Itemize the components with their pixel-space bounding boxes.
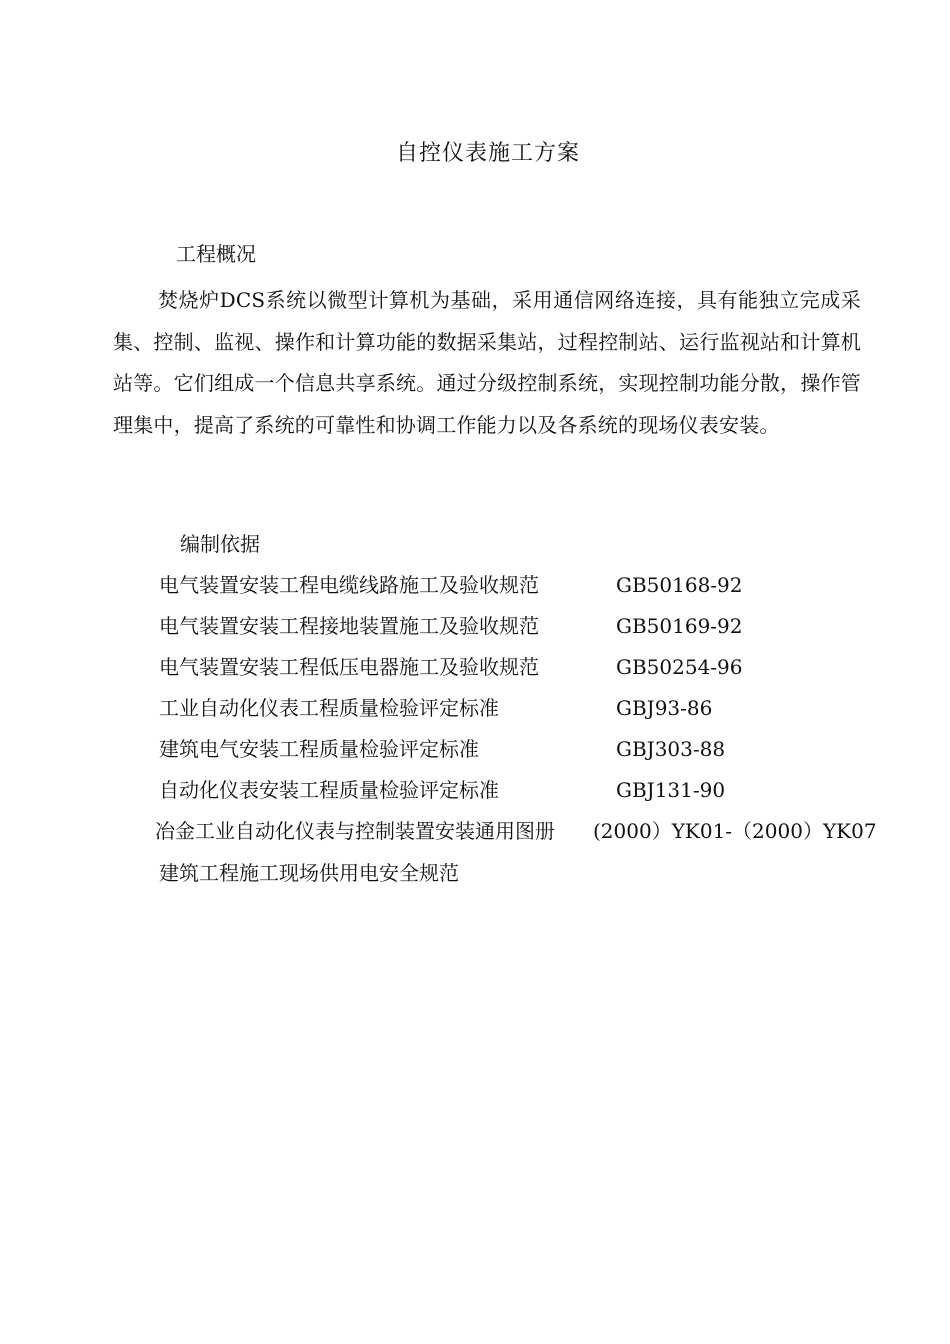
reference-name: 工业自动化仪表工程质量检验评定标准 [159, 696, 499, 720]
reference-code: GB50254-96 [616, 655, 743, 679]
reference-name: 建筑电气安装工程质量检验评定标准 [159, 737, 479, 761]
reference-code: (2000）YK01-（2000）YK07 [593, 819, 877, 843]
reference-item [0, 734, 950, 775]
overview-paragraph: 焚烧炉DCS系统以微型计算机为基础，采用通信网络连接，具有能独立完成采集、控制、监视、操作和计算功能的数据采集站，过程控制站、运行监视站和计算机站等。它们组成一个信息共享系统。通过分级控制系统，实现控制功能分散，操作管理集中，提高了系统的可靠性和协调工作能力以及各系统的现场仪表安装。 [113, 288, 861, 437]
reference-item [0, 858, 950, 899]
overview-heading: 工程概况 [176, 242, 256, 266]
reference-name: 电气装置安装工程接地装置施工及验收规范 [159, 614, 539, 638]
reference-item [0, 652, 950, 693]
reference-code: GBJ303-88 [616, 737, 726, 761]
reference-item [0, 611, 950, 652]
reference-name: 自动化仪表安装工程质量检验评定标准 [159, 778, 499, 802]
reference-item [0, 816, 950, 857]
reference-code: GB50169-92 [616, 614, 743, 638]
basis-heading: 编制依据 [180, 532, 260, 556]
reference-item [0, 693, 950, 734]
reference-code: GB50168-92 [616, 573, 743, 597]
document-title: 自控仪表施工方案 [395, 141, 580, 166]
reference-item [0, 775, 950, 816]
reference-code: GBJ131-90 [616, 778, 726, 802]
reference-name: 电气装置安装工程电缆线路施工及验收规范 [159, 573, 539, 597]
reference-code: GBJ93-86 [616, 696, 713, 720]
reference-item [0, 570, 950, 611]
reference-name: 建筑工程施工现场供用电安全规范 [159, 861, 459, 885]
reference-name: 电气装置安装工程低压电器施工及验收规范 [159, 655, 539, 679]
reference-name: 冶金工业自动化仪表与控制装置安装通用图册 [155, 819, 555, 843]
